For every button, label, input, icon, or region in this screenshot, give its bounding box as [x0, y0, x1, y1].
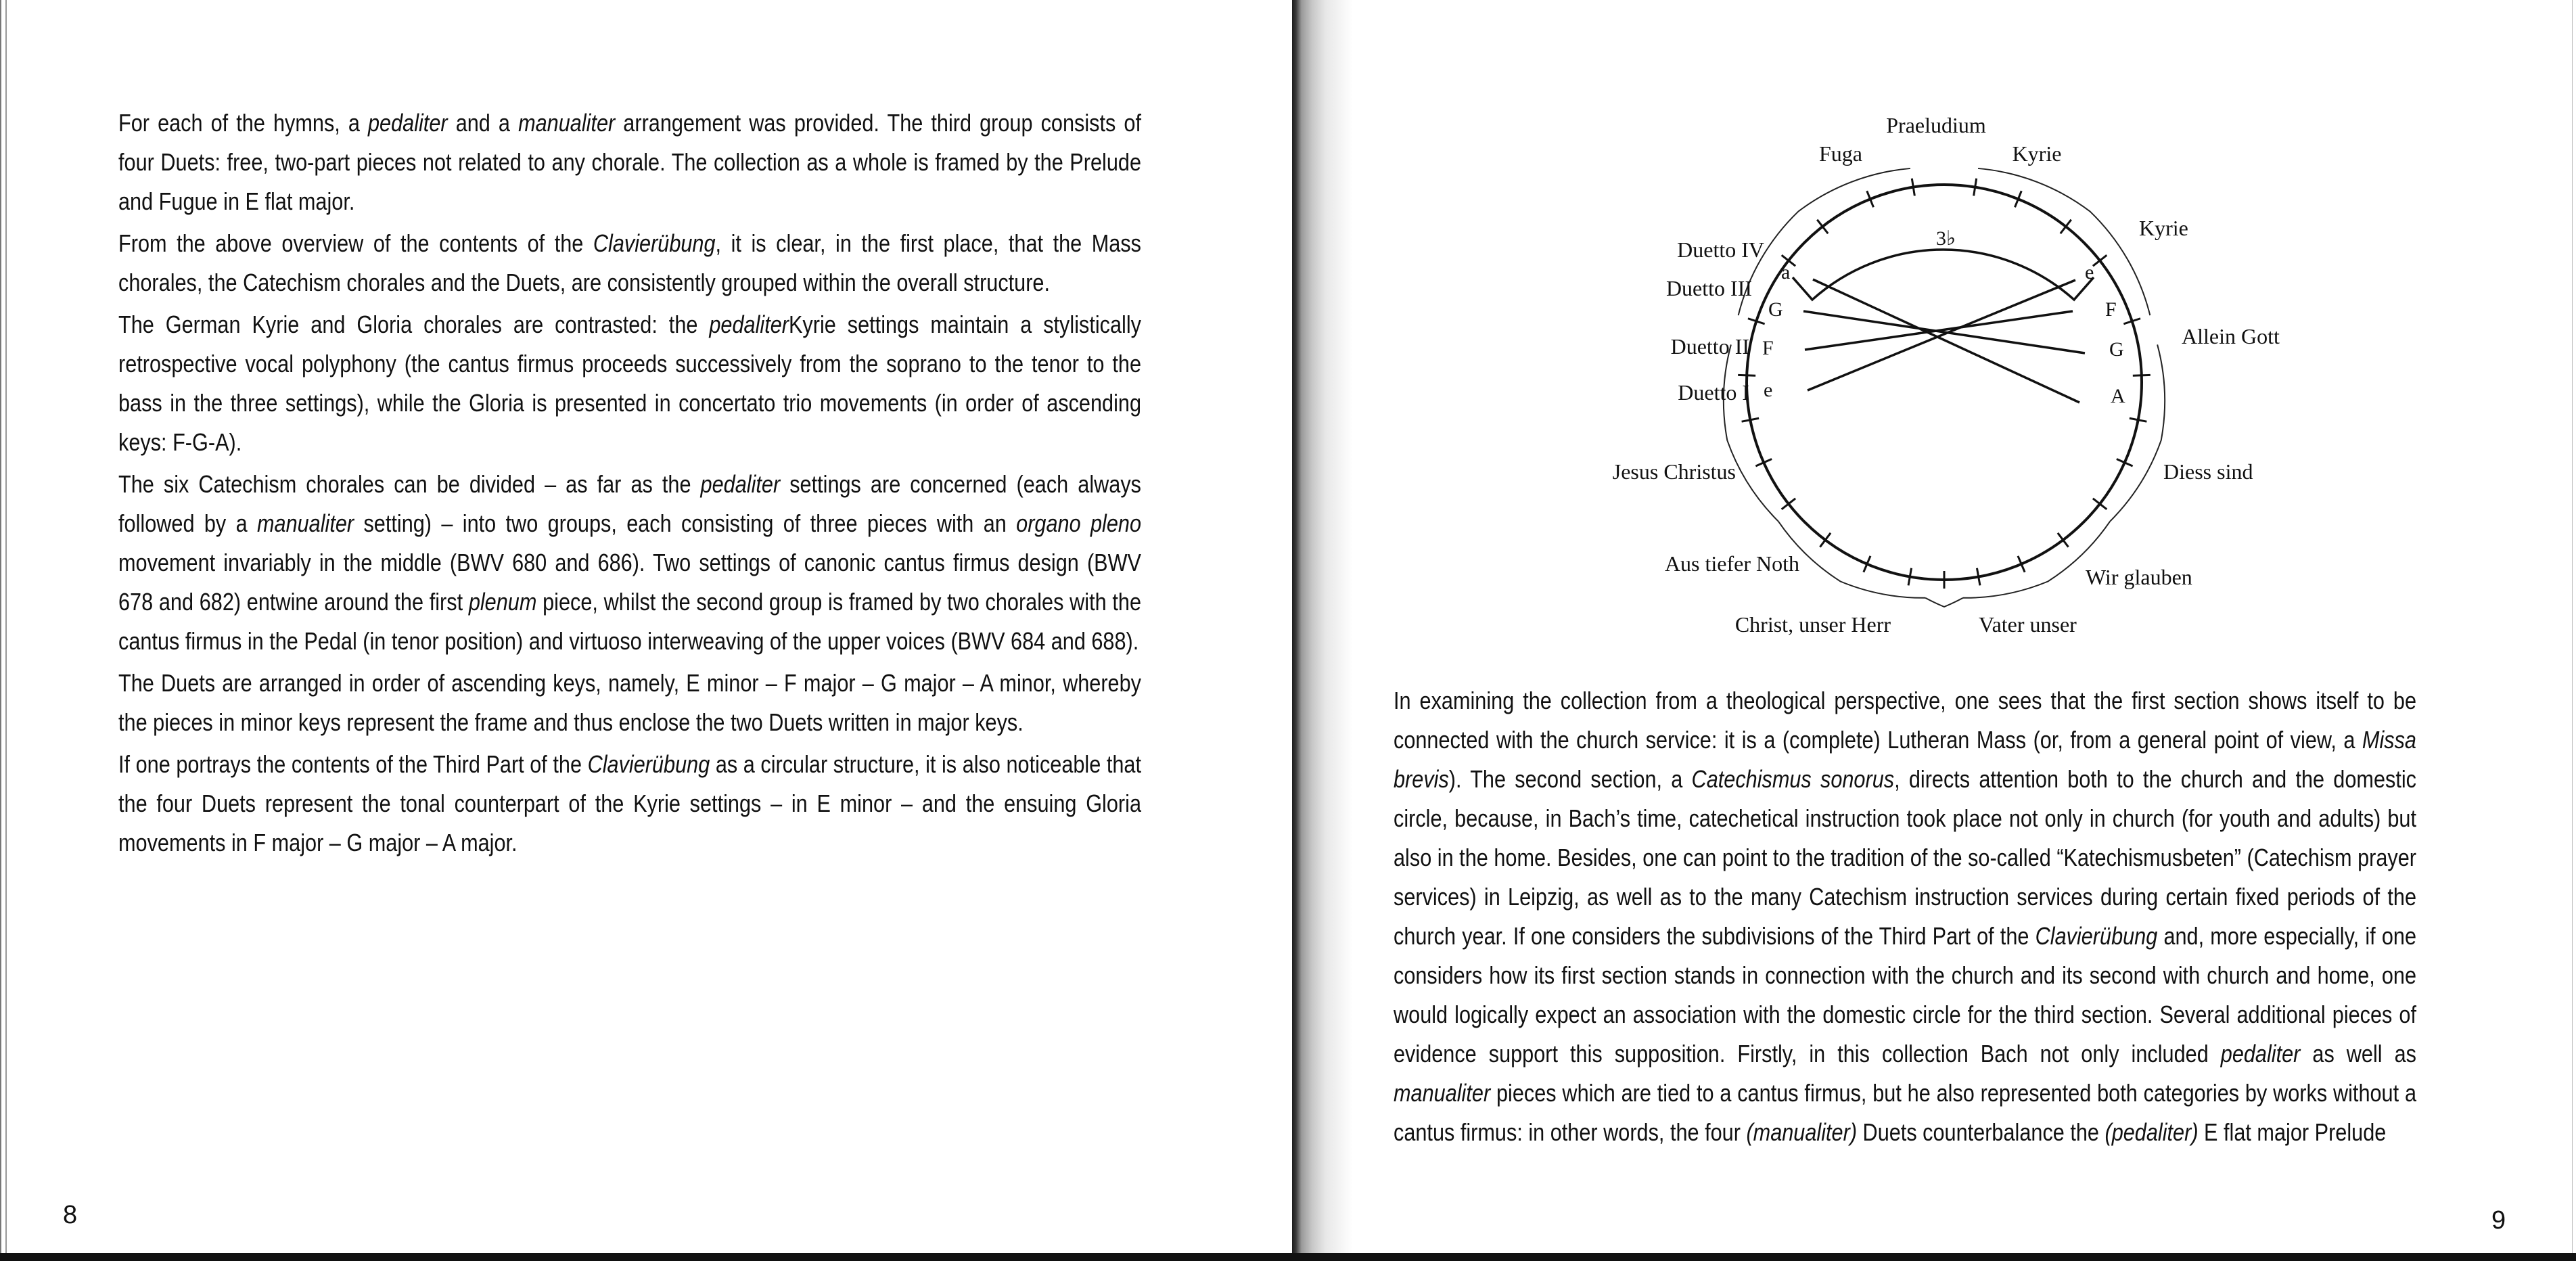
label-vater-unser: Vater unser: [1979, 612, 2077, 637]
book-gutter: [1292, 0, 1353, 1253]
italic-text: pedaliter: [368, 109, 448, 137]
bottom-edge: [0, 1253, 2576, 1261]
key-signature-label: 3♭: [1936, 227, 1956, 250]
label-duetto-iii: Duetto III: [1665, 276, 1752, 300]
italic-text: (pedaliter): [2104, 1118, 2199, 1146]
text-run: For each of the hymns, a: [118, 109, 369, 137]
text-run: pieces which are tied to a cantus firmus, but he also represented both categories by works without a cantus firmus: in other words, the four: [1394, 1079, 2416, 1146]
line-a-to-A: [1813, 279, 2079, 403]
paragraph: [118, 104, 1141, 221]
section-brace: [1978, 168, 2150, 315]
right-key-e: e: [2085, 261, 2094, 283]
circle-tick: [1817, 220, 1828, 233]
text-run: movement invariably in the middle (BWV 680 and 686). Two settings of canonic cantus firmus design (BWV 678 and 682) entwine around the first: [118, 549, 1141, 616]
paragraph: [118, 745, 1141, 863]
label-duetto-iv: Duetto IV: [1677, 237, 1764, 262]
paragraph: [118, 224, 1141, 302]
key-connection-lines: [1803, 279, 2085, 403]
circle-tick: [1974, 179, 1977, 196]
text-run: In examining the collection from a theological perspective, one sees that the first section shows itself to be connected with the church service: it is a (complete) Lutheran Mass (or, from a general point of view, a: [1394, 687, 2416, 754]
right-page-body: [1394, 681, 2416, 1152]
left-page-body: [118, 104, 1141, 863]
italic-text: Clavierübung: [593, 229, 716, 257]
line-G-to-G: [1803, 311, 2085, 353]
paragraph: [118, 305, 1141, 462]
text-run: setting) – into two groups, each consisting of three pieces with an: [354, 509, 1017, 537]
right-key-A: A: [2111, 385, 2125, 407]
label-christ-unser-herr: Christ, unser Herr: [1734, 612, 1891, 637]
italic-text: pedaliter: [700, 470, 781, 498]
text-run: settings are concerned (each always followed by a: [118, 470, 1141, 537]
paragraph: [1394, 681, 2416, 1152]
label-aus-tiefer-noth: Aus tiefer Noth: [1664, 551, 1799, 576]
text-run: The six Catechism chorales can be divided – as far as the: [118, 470, 701, 498]
circle-tick: [2093, 255, 2107, 266]
circle-tick: [2058, 533, 2069, 547]
text-run: From the above overview of the contents of the: [118, 229, 593, 257]
label-allein-gott: Allein Gott: [2182, 324, 2280, 348]
italic-text: plenum: [468, 588, 537, 616]
right-key-G: G: [2109, 338, 2124, 361]
paragraph: [118, 664, 1141, 742]
text-run: E flat major Prelude: [2198, 1118, 2387, 1146]
italic-text: pedaliter: [709, 311, 789, 338]
text-run: The Duets are arranged in order of ascending keys, namely, E minor – F major – G major – A minor, whereby the pieces in minor keys represent the frame and thus enclose the two Duets written in major keys.: [118, 669, 1141, 736]
circle-tick: [1820, 533, 1831, 547]
label-kyrie-right: Kyrie: [2139, 216, 2188, 240]
text-run: ). The second section, a: [1448, 765, 1692, 793]
italic-text: pedaliter: [2220, 1040, 2301, 1068]
section-brace: [1724, 344, 1778, 521]
section-brace: [2110, 344, 2165, 521]
right-key-F: F: [2105, 298, 2117, 321]
italic-text: Clavierübung: [587, 750, 710, 778]
text-run: , it is clear, in the first place, that the Mass chorales, the Catechism chorales and the Duets, are consistently grouped within the overall structure.: [118, 229, 1141, 296]
left-key-F: F: [1762, 337, 1774, 359]
italic-text: organo pleno: [1016, 509, 1141, 537]
text-run: and, more especially, if one considers how its first section stands in connection with the church and its second with church and home, one would logically expect an association with the domestic circle for the third section. Several additional pieces of evidence support this supposition. Firstly, in this collection Bach not only included: [1394, 922, 2416, 1068]
paragraph: [118, 465, 1141, 661]
text-run: and a: [447, 109, 519, 137]
text-run: If one portrays the contents of the Third Part of the: [118, 750, 588, 778]
label-wir-glauben: Wir glauben: [2086, 565, 2192, 589]
italic-text: manualiter: [256, 509, 354, 537]
circle-tick: [2061, 220, 2071, 233]
left-key-G: G: [1768, 298, 1783, 321]
page-number-left: 8: [63, 1201, 78, 1229]
label-praeludium: Praeludium: [1886, 113, 1986, 137]
italic-text: manualiter: [1394, 1079, 1491, 1107]
section-brace: [1778, 522, 1925, 598]
page-number-right: 9: [2491, 1206, 2506, 1235]
text-run: The German Kyrie and Gloria chorales are contrasted: the: [118, 311, 710, 338]
text-run: piece, whilst the second group is framed by two chorales with the cantus firmus in the Pedal (in tenor position) and virtuoso interweaving of the upper voices (BWV 684 and 688).: [118, 588, 1141, 655]
italic-text: (manualiter): [1746, 1118, 1858, 1146]
text-run: as well as: [2300, 1040, 2416, 1068]
italic-text: Missa brevis: [1394, 726, 2416, 793]
diagram-svg: [1556, 101, 2334, 643]
label-duetto-i: Duetto I: [1678, 380, 1749, 405]
label-kyrie-top: Kyrie: [2012, 141, 2062, 166]
circle-tick: [1912, 179, 1914, 196]
circular-structure-diagram: [1556, 101, 2334, 643]
label-duetto-ii: Duetto II: [1670, 334, 1749, 359]
text-run: Duets counterbalance the: [1857, 1118, 2105, 1146]
circle-tick: [1782, 499, 1795, 509]
text-run: as a circular structure, it is also noticeable that the four Duets represent the tonal counterpart of the Kyrie settings – in E minor – and the ensuing Gloria movements in F major – G major – A major.: [118, 750, 1141, 856]
label-jesus-christus: Jesus Christus: [1612, 459, 1736, 484]
circle-tick: [2093, 499, 2107, 509]
label-diess-sind: Diess sind: [2163, 459, 2253, 484]
label-fuga: Fuga: [1819, 141, 1862, 166]
text-run: Kyrie settings maintain a stylistically retrospective vocal polyphony (the cantus firmus proceeds successively from the soprano to the tenor to the bass in the three settings), while the Gloria is presented in concertato trio movements (in order of ascending keys: F-G-A).: [118, 311, 1141, 456]
italic-text: manualiter: [518, 109, 616, 137]
italic-text: Catechismus sonorus: [1691, 765, 1895, 793]
left-key-a: a: [1781, 261, 1791, 283]
section-brace: [1925, 598, 1963, 607]
left-key-e: e: [1764, 379, 1773, 401]
text-run: , directs attention both to the church and the domestic circle, because, in Bach’s time, catechetical instruction took place not only in church (for youth and adults) but also in the home. Besides, one can point to the tradition of the so-called “Katechismusbeten” (Catechism prayer services) in Leipzig, as well as to the many Catechism instruction services during certain fixed periods of the church year. If one considers the subdivisions of the Third Part of the: [1394, 765, 2416, 950]
italic-text: Clavierübung: [2035, 922, 2158, 950]
text-run: arrangement was provided. The third group consists of four Duets: free, two-part pieces not related to any chorale. The collection as a whole is framed by the Prelude and Fugue in E flat major.: [118, 109, 1141, 215]
